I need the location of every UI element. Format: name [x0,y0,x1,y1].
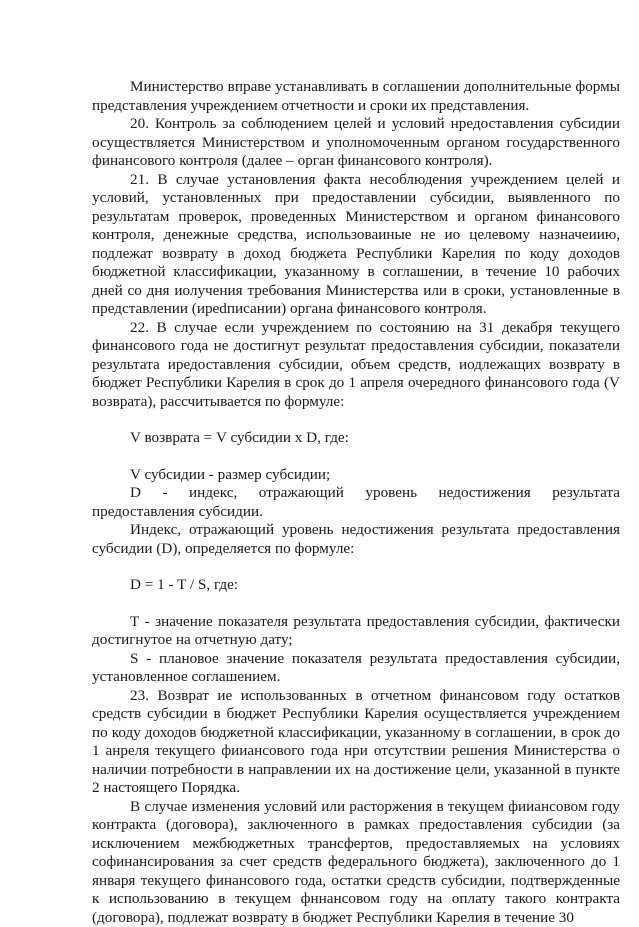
paragraph-21-violation: 21. В случае установления факта несоблюдения учреждением целей и условий, установленных при предоставлении субсидии, выявленного по результатам проверок, проведенных Министерством и органом финансового контроля, денежные средства, использоваиные не ио целевому назначеиию, подлежат возврату в доход бюджета Республики Карелия по коду доходов бюджетной классификации, указанному в соглашении, в течение 10 рабочих дней со дня иолучения требования Министерства или в сроки, установленные в представлении (ирedписании) органа финансового контроля. [92,171,620,319]
document-body [92,78,620,927]
formula-index-d: D = 1 - T / S, где: [92,576,620,595]
spacer [92,411,620,429]
definition-index-d: D - индекс, отражающий уровень недостижения результата предоставления субсидии. [92,484,620,521]
spacer [92,448,620,466]
definition-subsidy-volume: V субсидии - размер субсидии; [92,466,620,485]
spacer [92,595,620,613]
paragraph-20-control: 20. Контроль за соблюдением целей и условий нредоставления субсидии осуществляется Министерством и уполномоченным органом государственного финансового контроля (далее – орган финансового контроля). [92,115,620,171]
paragraph-index-formula-intro: Индекс, отражающий уровень недостижения результата предоставления субсидии (D), определяется по формуле: [92,521,620,558]
definition-s-planned: S - плановое значение показателя результата предоставления субсидии, установленное соглашением. [92,650,620,687]
paragraph-reporting-forms: Министерство вправе устанавливать в соглашении дополнительные формы представления учреждением отчетности и сроки их представления. [92,78,620,115]
definition-t-actual: Т - значение показателя результата предоставления субсидии, фактически достигнутое на отчетную дату; [92,613,620,650]
spacer [92,558,620,576]
paragraph-contract-change: В случае изменения условий или расторжения в текущем фииансовом году контракта (договора), заключенного в рамках предоставления субсидии (за исключением межбюджетных трансфертов, предоставляемых на условиях софинансирования за счет средств федерального бюджета), заключенного до 1 января текущего финансового года, остатки средств субсидии, подтвержденные к использованию в текущем фннансовом году на оплату такого контракта (договора), подлежат возврату в бюджет Республики Карелия в течение 30 [92,798,620,927]
paragraph-23-unused-remainder: 23. Возврат ие использованных в отчетном финансовом году остатков средств субсидии в бюджет Республики Карелия осуществляется учреждением по коду доходов бюджетной классификации, указанному в соглашении, в срок до 1 анреля текущего фииансового года нри отсутствии решения Министерства о наличии потребности в направлении их на достижение цели, указанной в пункте 2 настоящего Порядка. [92,687,620,798]
formula-return-volume: V возврата = V субсидии x D, где: [92,429,620,448]
paragraph-22-result-not-achieved: 22. В случае если учреждением по состоянию на 31 декабря текущего финансового года не достигнут результат предоставления субсидии, показатели результата иредоставления субсидии, объем средств, иодлежащих возврату в бюджет Республики Карелия в срок до 1 апреля очередного финансового года (V возврата), рассчитывается по формуле: [92,319,620,412]
